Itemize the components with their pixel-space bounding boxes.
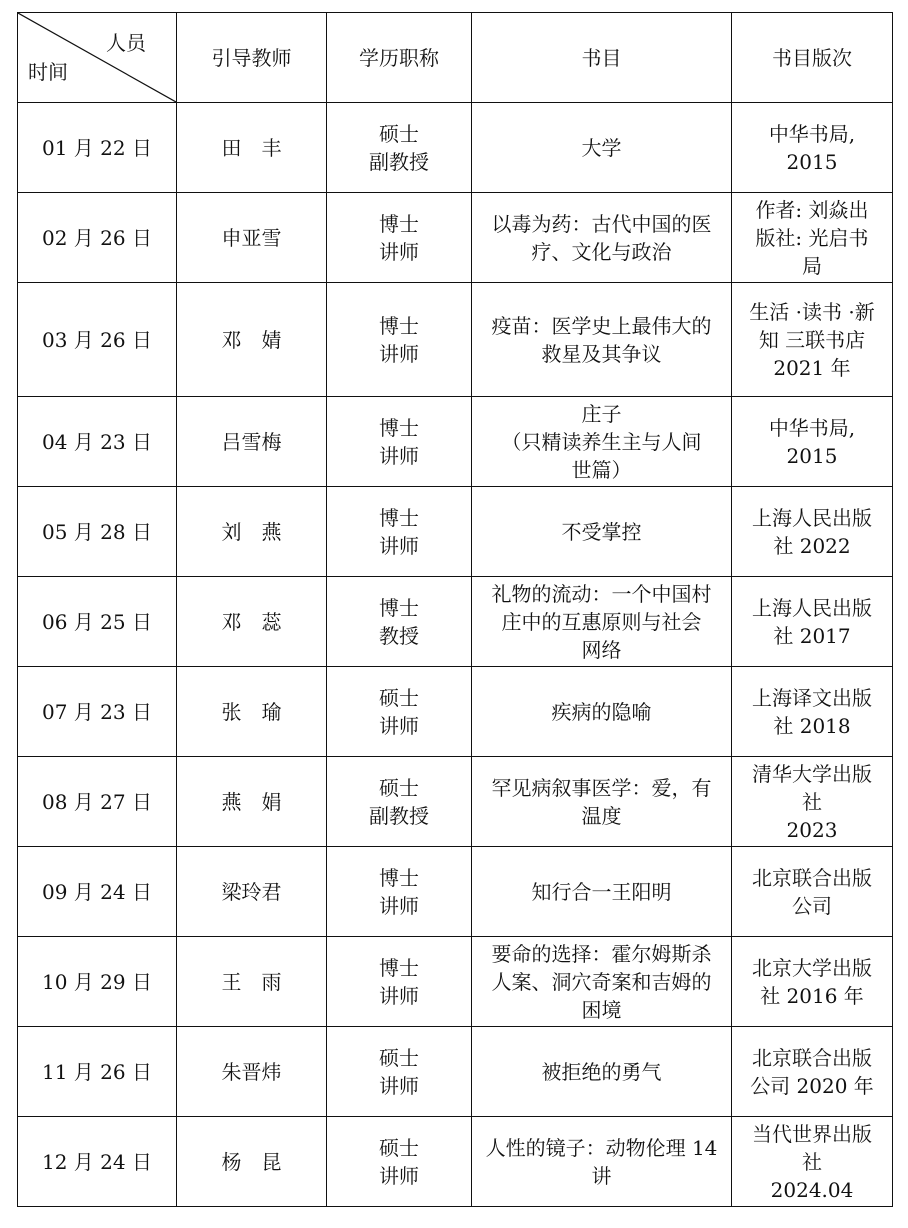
table-row [18,847,893,937]
edition-cell [732,667,893,757]
table-row [18,1117,893,1207]
edition-cell-line: 2023 [786,817,838,842]
edition-cell-line: 社 2018 [773,713,851,738]
book-cell-line: 不受掌控 [561,519,642,544]
book-cell [472,577,732,667]
edition-cell-line: 中华书局, [768,415,856,440]
edition-cell-line: 生活 ·读书 ·新 [749,299,875,324]
table-row [18,757,893,847]
degree-title-cell-line: 硕士 [379,1045,419,1070]
edition-cell-line: 社 [802,1149,822,1174]
degree-title-cell [327,937,472,1027]
degree-title-cell-line: 博士 [379,211,419,236]
date-cell [18,847,177,937]
book-cell-line: 大学 [581,135,622,160]
teacher-cell-line: 杨 昆 [221,1149,282,1174]
book-cell [472,397,732,487]
table-row [18,577,893,667]
date-cell-line: 05 月 28 日 [42,519,152,544]
degree-title-cell-line: 硕士 [379,121,419,146]
edition-cell [732,397,893,487]
degree-title-cell-line: 讲师 [379,893,419,918]
date-cell-line: 10 月 29 日 [42,969,152,994]
edition-cell [732,937,893,1027]
date-cell [18,103,177,193]
table-row [18,487,893,577]
date-cell-line: 12 月 24 日 [42,1149,152,1174]
teacher-cell [177,397,327,487]
degree-title-cell-line: 讲师 [379,443,419,468]
edition-cell [732,1027,893,1117]
date-cell-line: 02 月 26 日 [42,225,152,250]
book-cell-line: 救星及其争议 [541,341,662,366]
teacher-cell [177,847,327,937]
teacher-cell [177,283,327,397]
header-personnel-label: 人员 [106,31,146,55]
edition-cell [732,487,893,577]
degree-title-cell [327,283,472,397]
table-row [18,397,893,487]
book-cell-line: （只精读养生主与人间 [501,429,702,454]
date-cell [18,937,177,1027]
edition-cell-line: 上海人民出版 [752,595,872,620]
degree-title-cell-line: 博士 [379,595,419,620]
edition-cell-line: 清华大学出版 [752,761,872,786]
degree-title-cell-line: 讲师 [379,533,419,558]
edition-cell-line: 公司 [792,893,832,918]
edition-cell-line: 中华书局, [768,121,856,146]
teacher-cell [177,1027,327,1117]
book-cell-line: 温度 [581,803,622,828]
date-cell [18,487,177,577]
book-cell-line: 疗、文化与政治 [531,239,672,264]
edition-cell [732,577,893,667]
edition-cell-line: 上海人民出版 [752,505,872,530]
book-cell [472,1027,732,1117]
reading-schedule-table [17,12,893,1207]
teacher-cell-line: 刘 燕 [221,519,282,544]
header-time-label: 时间 [28,60,68,84]
edition-cell-line: 社 2017 [773,623,851,648]
teacher-cell [177,667,327,757]
edition-cell-line: 2024.04 [770,1177,854,1202]
degree-title-cell [327,103,472,193]
table-row [18,103,893,193]
book-cell-line: 罕见病叙事医学：爱，有 [491,775,712,800]
degree-title-cell-line: 硕士 [379,775,419,800]
edition-cell [732,283,893,397]
date-cell-line: 06 月 25 日 [42,609,152,634]
header-row [18,13,893,103]
table-row [18,937,893,1027]
teacher-cell [177,487,327,577]
teacher-cell-line: 张 瑜 [221,699,282,724]
book-cell-line: 庄中的互惠原则与社会 [501,609,702,634]
edition-cell [732,757,893,847]
book-cell [472,757,732,847]
teacher-cell-line: 燕 娟 [221,789,282,814]
edition-cell-line: 社 [802,789,822,814]
degree-title-cell-line: 博士 [379,865,419,890]
book-cell-line: 困境 [581,997,622,1022]
edition-cell-line: 社 2016 年 [760,983,864,1008]
degree-title-cell-line: 硕士 [379,685,419,710]
date-cell [18,397,177,487]
teacher-cell-line: 邓 蕊 [221,609,282,634]
date-cell [18,667,177,757]
degree-title-cell [327,577,472,667]
book-cell-line: 礼物的流动：一个中国村 [491,581,712,606]
date-cell [18,1117,177,1207]
book-cell-line: 以毒为药：古代中国的医 [491,211,712,236]
degree-title-cell-line: 讲师 [379,983,419,1008]
edition-cell-line: 社 2022 [773,533,851,558]
degree-title-cell-line: 副教授 [369,803,429,828]
teacher-cell-line: 邓 婧 [221,327,282,352]
date-cell [18,283,177,397]
degree-title-cell-line: 博士 [379,955,419,980]
header-edition: 书目版次 [732,13,893,103]
book-cell [472,103,732,193]
teacher-cell [177,757,327,847]
edition-cell-line: 版社: 光启书 [755,225,869,250]
book-cell-line: 疾病的隐喻 [551,699,652,724]
edition-cell-line: 2015 [786,149,838,174]
book-cell [472,1117,732,1207]
teacher-cell [177,193,327,283]
date-cell [18,193,177,283]
degree-title-cell-line: 博士 [379,505,419,530]
degree-title-cell [327,1027,472,1117]
header-degree-title: 学历职称 [327,13,472,103]
degree-title-cell [327,193,472,283]
edition-cell-line: 北京大学出版 [752,955,872,980]
header-book: 书目 [472,13,732,103]
teacher-cell [177,577,327,667]
degree-title-cell [327,1117,472,1207]
book-cell-line: 世篇） [571,457,632,482]
book-cell-line: 知行合一王阳明 [531,879,672,904]
teacher-cell [177,937,327,1027]
edition-cell-line: 作者: 刘焱出 [755,197,869,222]
date-cell-line: 09 月 24 日 [42,879,152,904]
edition-cell-line: 知 三联书店 [758,327,866,352]
book-cell [472,283,732,397]
degree-title-cell [327,847,472,937]
book-cell [472,937,732,1027]
book-cell [472,487,732,577]
edition-cell [732,193,893,283]
degree-title-cell-line: 讲师 [379,341,419,366]
date-cell-line: 07 月 23 日 [42,699,152,724]
book-cell-line: 疫苗：医学史上最伟大的 [491,313,712,338]
date-cell-line: 03 月 26 日 [42,327,152,352]
table-row [18,667,893,757]
edition-cell-line: 公司 2020 年 [750,1073,874,1098]
date-cell-line: 01 月 22 日 [42,135,152,160]
edition-cell-line: 2015 [786,443,838,468]
degree-title-cell-line: 博士 [379,313,419,338]
degree-title-cell-line: 硕士 [379,1135,419,1160]
teacher-cell [177,1117,327,1207]
degree-title-cell-line: 讲师 [379,1073,419,1098]
degree-title-cell-line: 教授 [379,623,419,648]
edition-cell-line: 上海译文出版 [752,685,872,710]
table-row [18,1027,893,1117]
degree-title-cell [327,397,472,487]
edition-cell-line: 当代世界出版 [752,1121,872,1146]
book-cell-line: 要命的选择：霍尔姆斯杀 [491,941,712,966]
degree-title-cell [327,667,472,757]
header-teacher: 引导教师 [177,13,327,103]
book-cell-line: 人案、洞穴奇案和吉姆的 [491,969,712,994]
teacher-cell-line: 申亚雪 [221,225,282,250]
degree-title-cell-line: 讲师 [379,1163,419,1188]
book-cell-line: 庄子 [581,401,622,426]
teacher-cell-line: 吕雪梅 [221,429,282,454]
edition-cell-line: 北京联合出版 [752,865,872,890]
date-cell-line: 08 月 27 日 [42,789,152,814]
table-row [18,283,893,397]
date-cell-line: 11 月 26 日 [42,1059,152,1084]
book-cell [472,847,732,937]
edition-cell-line: 2021 年 [773,355,851,380]
teacher-cell-line: 田 丰 [221,135,282,160]
edition-cell [732,1117,893,1207]
teacher-cell-line: 梁玲君 [221,879,282,904]
book-cell [472,193,732,283]
edition-cell-line: 北京联合出版 [752,1045,872,1070]
degree-title-cell [327,487,472,577]
teacher-cell [177,103,327,193]
edition-cell [732,847,893,937]
book-cell-line: 网络 [581,637,622,662]
book-cell-line: 人性的镜子：动物伦理 14 [485,1135,718,1160]
degree-title-cell [327,757,472,847]
degree-title-cell-line: 博士 [379,415,419,440]
teacher-cell-line: 朱晋炜 [221,1059,282,1084]
table-row [18,193,893,283]
edition-cell [732,103,893,193]
degree-title-cell-line: 讲师 [379,713,419,738]
date-cell-line: 04 月 23 日 [42,429,152,454]
book-cell-line: 讲 [591,1163,612,1188]
degree-title-cell-line: 讲师 [379,239,419,264]
date-cell [18,757,177,847]
book-cell [472,667,732,757]
book-cell-line: 被拒绝的勇气 [541,1059,662,1084]
date-cell [18,1027,177,1117]
diagonal-header-cell [18,13,177,103]
date-cell [18,577,177,667]
teacher-cell-line: 王 雨 [221,969,282,994]
degree-title-cell-line: 副教授 [369,149,429,174]
edition-cell-line: 局 [802,253,822,278]
